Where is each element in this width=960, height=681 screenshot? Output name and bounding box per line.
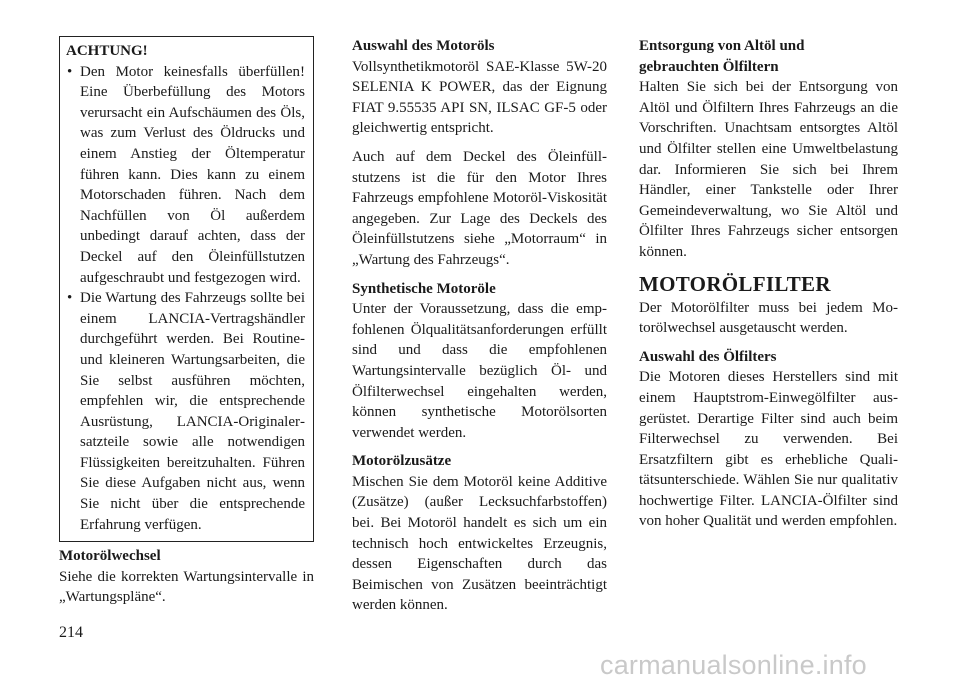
paragraph-synthetisch: Unter der Voraussetzung, dass die empfohlenen Ölqualitätsanforderungen erfüllt sind und dass die empfohlenen Wartungsintervalle bezüglich Öl- und Ölfilterwechsel eingehalten werden, können synthetische Motorölsorten verwendet werden. [352,301,607,441]
warning-title: ACHTUNG! [66,43,148,59]
heading-line: gebrauchten Ölfiltern [639,58,779,75]
column-left [59,36,314,616]
paragraph-zusaetze: Mischen Sie dem Motoröl keine Additive (Zusätze) (außer Lecksuchfarbstoffen) bei. Bei Motoröl handelt es sich um ein technisch hoch entwickeltes Erzeugnis, dessen Eigenschaften durch das Beimischen von Zusätzen beeinträchtigt werden können. [352,473,607,614]
paragraph-oelwechsel: Siehe die korrekten Wartungsintervalle in „Wartungspläne“. [59,568,314,606]
warning-item: • Den Motor keinesfalls überfüllen! Eine Überbefüllung des Motors verursacht ein Aufschäumen des Öls, was zum Verlust des Öldrucks und einem Anstieg der Öltemperatur führen kann. Dies kann zu einem Motorschaden führen. Nach dem Nachfüllen von Öl außerdem unbedingt darauf achten, dass der Deckel auf den Öleinfüllstutzen aufgeschraubt und festgezogen wird. [66,62,305,289]
warning-item: • Die Wartung des Fahrzeugs sollte bei einem LANCIA-Vertragshändler durchgeführt werden. Bei Routine- und kleineren Wartungsarbeiten, die Sie selbst ausführen möchten, empfehlen wir, die entsprechende Ausrüstung, LANCIA-Originalersatzteile sowie alle notwendigen Flüssigkeiten bereitzuhalten. Führen Sie diese Aufgaben nicht aus, wenn Sie nicht über die entsprechende Erfahrung verfügen. [66,288,305,535]
section-heading-auswahl-filter: Auswahl des Ölfilters [639,348,777,365]
section-heading-auswahl-oel: Auswahl des Motoröls [352,38,495,54]
warning-list [66,62,305,536]
section-heading-zusaetze: Motorölzusätze [352,453,452,470]
watermark: carmanualsonline.info [600,650,867,680]
chapter-title-motoroelfilter: MOTORÖLFILTER [639,271,831,296]
section-heading-oelwechsel: Motorölwechsel [59,548,161,565]
section-heading-entsorgung [639,36,898,77]
paragraph-auswahl-filter: Die Motoren dieses Herstellers sind mit einem Hauptstrom-Einwegölfilter ausgerüstet. Derartige Filter sind auch beim Filterwechsel zu verwenden. Bei Ersatzfiltern gibt es erhebliche Qualitätsunterschiede. Wählen Sie nur qualitativ hochwertige Filter. LANCIA-Ölfilter sind von hoher Qualität und werden empfohlen. [639,369,898,530]
paragraph-entsorgung: Halten Sie sich bei der Entsorgung von Altöl und Ölfiltern Ihres Fahrzeugs an die Vorschriften. Unachtsam entsorgtes Altöl und Ölfilter stellen eine Umweltbelastung dar. Informieren Sie sich bei Ihrem Händler, einer Tankstelle oder Ihrer Gemeindeverwaltung, wo Sie Altöl und Ölfilter Ihres Fahrzeugs sicher entsorgen können. [639,79,898,260]
paragraph-filter: Der Motorölfilter muss bei jedem Motorölwechsel ausgetauscht werden. [639,299,898,337]
column-right [639,36,898,540]
section-heading-synthetisch: Synthetische Motoröle [352,280,496,297]
warning-box [59,36,314,542]
heading-line: Entsorgung von Altöl und [639,38,805,54]
paragraph-viskositaet: Auch auf dem Deckel des Öleinfüllstutzens ist die für den Motor Ihres Fahrzeugs empfohlene Motoröl-Viskosität angegeben. Zur Lage des Deckels des Öleinfüllstutzens siehe „Motorraum“ in „Wartung des Fahrzeugs“. [352,148,607,268]
page-number: 214 [59,624,83,641]
paragraph-auswahl-oel: Vollsynthetikmotoröl SAE-Klasse 5W-20 SELENIA K POWER, das der Eignung FIAT 9.55535 API SN, ILSAC GF-5 oder gleichwertig entspricht. [352,58,607,137]
column-middle [352,36,607,624]
